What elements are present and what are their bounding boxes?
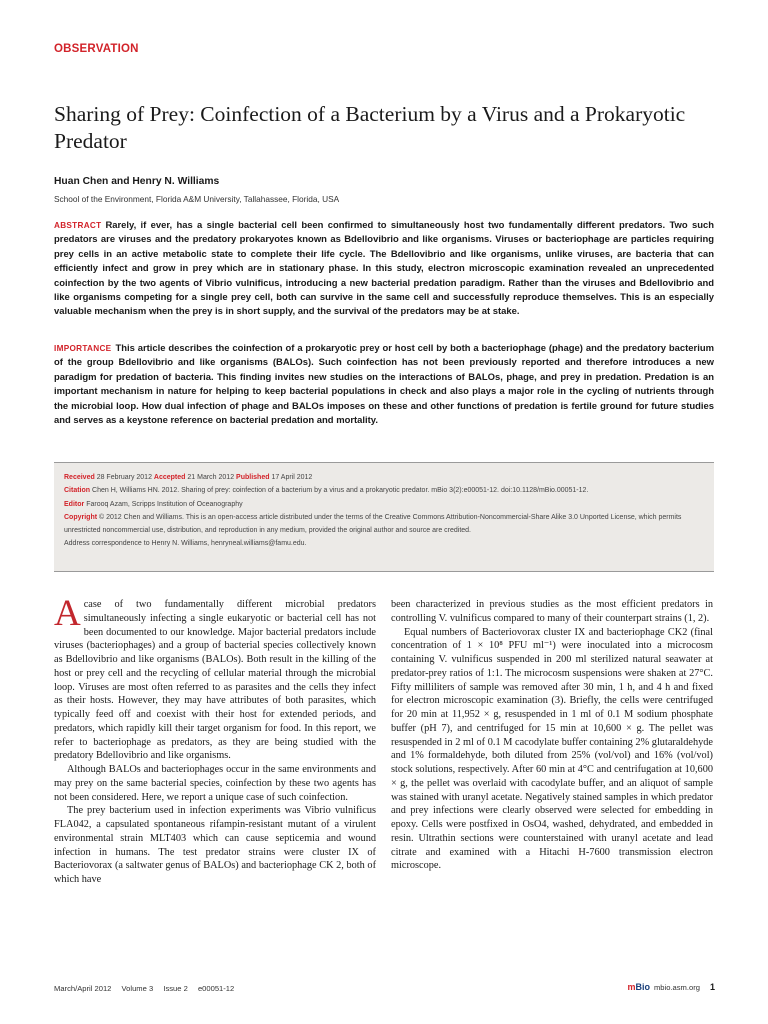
article-title: Sharing of Prey: Coinfection of a Bacterium by a Virus and a Prokaryotic Predator: [54, 102, 686, 153]
editor-label: Editor: [64, 500, 85, 508]
abstract-label: ABSTRACT: [54, 221, 102, 230]
body-column-right: [391, 598, 713, 873]
body-paragraph: Equal numbers of Bacteriovorax cluster IX and bacteriophage CK2 (final concentration of 1 × 10⁸ PFU ml⁻¹) were inoculated into a microcosm containing V. vulnificus suspended in 200 ml sterilized natural seawater at predator-prey ratios of 1:1. The microcosm suspensions were shaken at 27°C. Fifty milliliters of sample was removed after 30 min, 1 h, and 4 h and fixed for electron microscopic examination (3). Briefly, the cells were centrifuged for 20 min at 11,952 × g, resuspended in 1 ml of 0.1 M sodium phosphate buffer (pH 7), and centrifuged for 15 min at 10,600 × g. The pellet was resuspended in 2 ml of 0.1 M cacodylate buffer containing 2% glutaraldehyde and 1% formaldehyde, both diluted from 25% (vol/vol) and 16% (vol/vol) stock solutions, respectively. After 60 min at 4°C and centrifugation at 10,600 × g, the pellet was overlaid with cacodylate buffer, and an aliquot of sample was stained with uranyl acetate. Negatively stained samples in which predator and prey infections were clearly observed were selected for embedding in epoxy. Cells were postfixed in OsO4, washed, dehydrated, and embedded in resin. Ultrathin sections were counterstained with uranyl acetate and lead citrate and examined with a Hitachi H-7600 transmission electron microscope.: [391, 626, 713, 872]
body-paragraph: [54, 593, 376, 763]
article-info-box: [54, 462, 714, 572]
body-paragraph: Although BALOs and bacteriophages occur in the same environments and may prey on the same bacterial species, coinfection by these two agents has not been considered. Here, we report a unique case of such coinfection.: [54, 764, 376, 803]
editor-name: Farooq Azam, Scripps Institution of Oceanography: [86, 500, 243, 508]
drop-cap: A: [54, 593, 81, 634]
correspondence: Address correspondence to Henry N. Williams, henryneal.williams@famu.edu.: [64, 540, 307, 548]
footer-volume: Volume 3: [121, 984, 154, 993]
footer-journal: [627, 982, 715, 992]
abstract-text: Rarely, if ever, has a single bacterial cell been confirmed to simultaneously host two fundamentally different predators. Two such predators are viruses and the predatory prokaryotes known as Bdellovibrio and like organisms. Viruses or bacteriophage are particles requiring prey cells in an active metabolic state to complete their life cycle. The Bdellovibrio and like organisms, unlike viruses, are bacteria that can efficiently infect and grow in prey which are in stationary phase. In this study, electron microscopic examination revealed an unprecedented coinfection by the two agents of Vibrio vulnificus, introducing a new bacterial predation paradigm. Rather than the viruses and Bdellovibrio and like organisms competing for a single prey cell, both can survive in the same cell and successfully reproduce themselves. This is an especially valuable mechanism when the prey is in short supply, and the survival of the predators may be at stake.: [54, 220, 714, 318]
received-date: 28 February 2012: [96, 474, 152, 481]
footer-issue: March/April 2012: [54, 984, 112, 993]
author-list: Huan Chen and Henry N. Williams: [54, 176, 220, 187]
accepted-date: 21 March 2012: [187, 474, 235, 481]
importance-text: This article describes the coinfection of a prokaryotic prey or host cell by both a bacteriophage (phage) and the predatory bacterium of the group Bdellovibrio and like organisms (BALOs). Such coinfection has not been previously reported and therefore introduces a new paradigm for predation of bacteria. This finding invites new studies on the interactions of BALOs, phage, and prey in predation. Predation is an important mechanism in nature for helping to keep bacterial populations in check and also plays a major role in the cycling of nutrients through the microbial loop. How dual infection of phage and BALOs imposes on these and other functions of predation is fertile ground for future studies and serves as a keystone reference on bacterial predation and mortality.: [54, 343, 714, 427]
accepted-label: Accepted: [153, 474, 186, 481]
body-column-left: [54, 593, 376, 887]
importance: [54, 342, 714, 428]
copyright-label: Copyright: [64, 513, 98, 521]
published-label: Published: [236, 474, 270, 481]
abstract: [54, 219, 714, 320]
publication-dates: [64, 471, 704, 484]
importance-label: IMPORTANCE: [54, 344, 112, 353]
received-label: Received: [64, 474, 95, 481]
section-label: OBSERVATION: [54, 43, 139, 55]
published-date: 17 April 2012: [271, 474, 313, 481]
paragraph-text: case of two fundamentally different microbial predators simultaneously infecting a single eukaryotic or bacterial cell has not been documented to our knowledge. Major bacterial predators include viruses (bacteriophages) and a group of bacterial species collectively known as Bdellovibrio and like organisms (BALOs). Both result in the killing of the host or prey cell and the recycling of cellular material through the microbial loop. Viruses are most often referred to as parasites and the cells they infect as their hosts. However, they may have attributes of both parasites, which typically feed off and coexist with their host for extended periods, and predators, which rapidly kill their target organism for food. In this report, we refer to bacteriophage as predators, as they are being studied with the predatory Bdellovibrio and like organisms.: [54, 599, 376, 762]
copyright: [64, 511, 704, 538]
author-affiliation: School of the Environment, Florida A&M University, Tallahassee, Florida, USA: [54, 194, 340, 204]
citation-text: Chen H, Williams HN. 2012. Sharing of prey: coinfection of a bacterium by a virus and a prokaryotic predator. mBio 3(2):e00051-12. doi:10.1128/mBio.00051-12.: [92, 487, 589, 495]
footer-article-id: e00051-12: [197, 984, 235, 993]
body-paragraph: been characterized in previous studies as the most efficient predators in controlling V. vulnificus compared to many of their counterpart strains (1, 2).: [391, 599, 713, 624]
editor: [64, 498, 704, 511]
citation-label: Citation: [64, 487, 91, 495]
footer-issue-info: [54, 984, 234, 993]
mbio-logo: [627, 982, 650, 992]
footer-number: Issue 2: [163, 984, 188, 993]
page-number: 1: [709, 982, 715, 992]
logo-bio: Bio: [635, 982, 650, 992]
citation: [64, 484, 704, 497]
copyright-text: © 2012 Chen and Williams. This is an open-access article distributed under the terms of the Creative Commons Attribution-Noncommercial-Share Alike 3.0 Unported License, which permits unrestricted noncommercial use, distribution, and reproduction in any medium, provided the original author and source are credited.: [64, 513, 682, 535]
journal-url[interactable]: mbio.asm.org: [653, 982, 700, 992]
body-paragraph: The prey bacterium used in infection experiments was Vibrio vulnificus FLA042, a capsulated spontaneous rifampin-resistant mutant of a virulent environmental strain MLT403 which can cause septicemia and wound infection in humans. The test predator strains were cluster IX of Bacteriovorax (a saltwater genus of BALOs) and bacteriophage CK 2, both of which have: [54, 805, 376, 885]
logo-m: m: [627, 982, 636, 992]
